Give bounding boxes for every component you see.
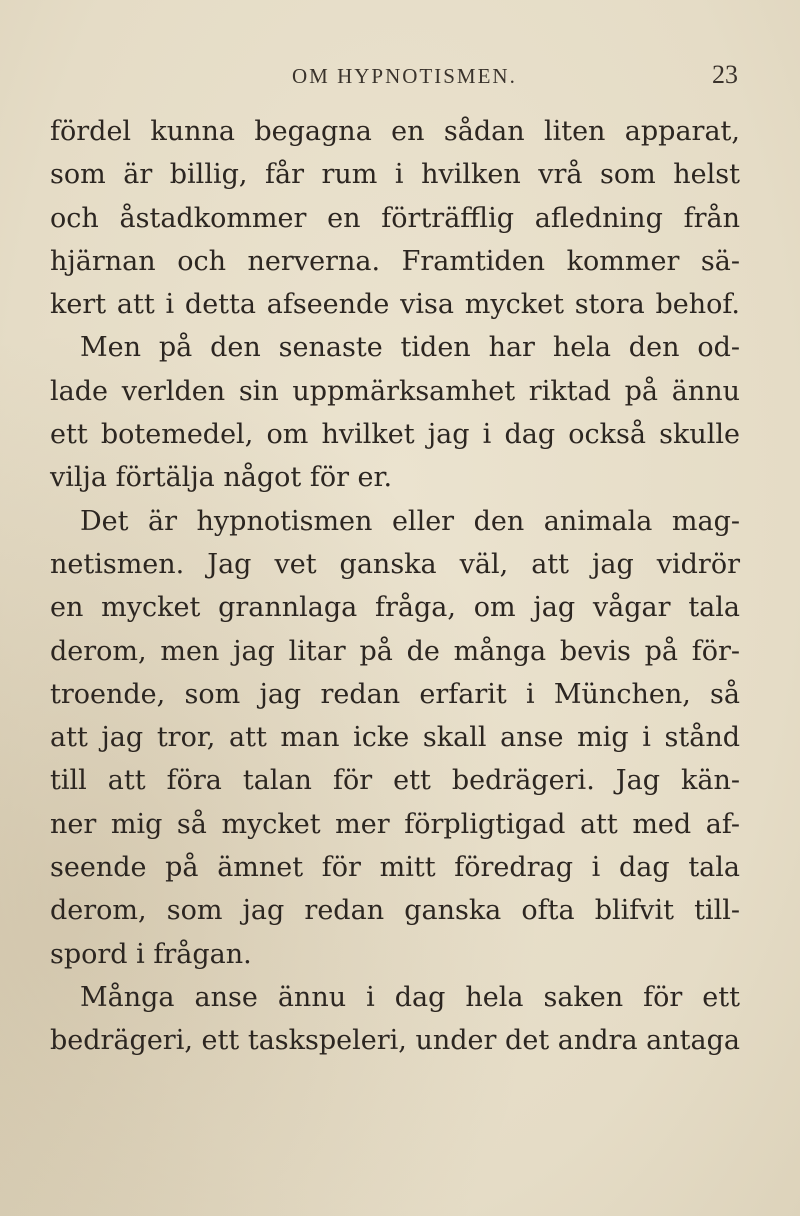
paragraph-start-line: Men på den senaste tiden har hela den od- — [80, 332, 740, 364]
paragraph-end-line: vilja förtälja något för er. — [50, 462, 393, 494]
text-line: kert att i detta afseende visa mycket stora behof. — [50, 289, 740, 321]
text-line: till att föra talan för ett bedrägeri. Jag kän- — [50, 765, 740, 797]
text-line: och åstadkommer en förträfflig afledning från — [50, 202, 740, 234]
text-line: att jag tror, att man icke skall anse mig i stånd — [50, 722, 740, 754]
paragraph-start-line: Det är hypnotismen eller den animala mag- — [80, 505, 740, 537]
text-line: derom, men jag litar på de många bevis på för- — [50, 635, 740, 667]
text-line: netismen. Jag vet ganska väl, att jag vidrör — [50, 548, 740, 580]
text-line: hjärnan och nerverna. Framtiden kommer sä- — [50, 245, 740, 277]
page-header — [0, 56, 800, 96]
text-line: ner mig så mycket mer förpligtigad att med af- — [50, 808, 740, 840]
text-line: som är billig, får rum i hvilken vrå som helst — [50, 159, 740, 191]
text-line: derom, som jag redan ganska ofta blifvit till- — [50, 895, 740, 927]
page-number: 23 — [712, 60, 738, 89]
text-line: lade verlden sin uppmärksamhet riktad på ännu — [50, 375, 740, 407]
body-text — [50, 110, 740, 1063]
text-line: ett botemedel, om hvilket jag i dag också skulle — [50, 419, 740, 451]
text-line: fördel kunna begagna en sådan liten apparat, — [50, 116, 740, 147]
text-line: seende på ämnet för mitt föredrag i dag tala — [50, 852, 740, 884]
text-line: en mycket grannlaga fråga, om jag vågar tala — [50, 592, 740, 624]
paragraph-start-line: Många anse ännu i dag hela saken för ett — [80, 981, 740, 1013]
paragraph-end-line: spord i frågan. — [50, 938, 252, 970]
text-line: troende, som jag redan erfarit i München, så — [50, 678, 740, 710]
running-head: OM HYPNOTISMEN. — [292, 64, 517, 88]
text-line: bedrägeri, ett taskspeleri, under det andra antaga — [50, 1025, 740, 1057]
